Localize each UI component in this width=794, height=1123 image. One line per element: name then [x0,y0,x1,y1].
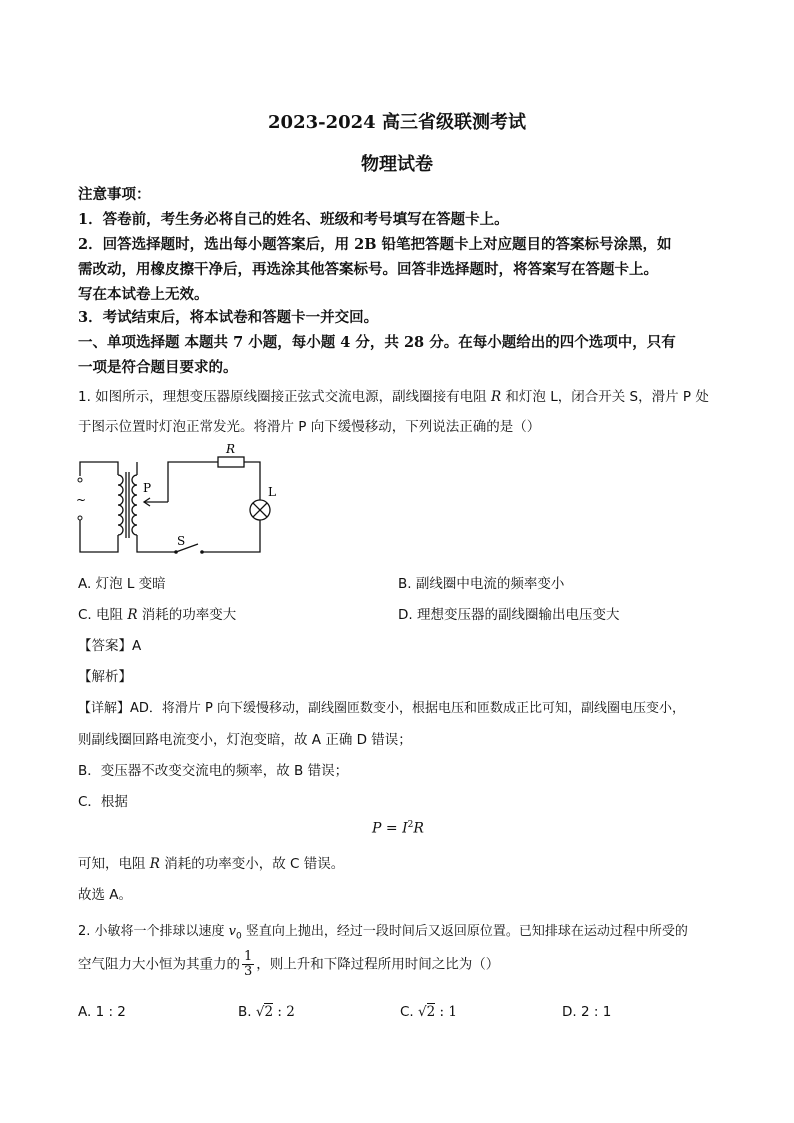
section-1-instruction-line-2: 一项是符合题目要求的。 [78,359,238,376]
q2-fraction [242,950,254,979]
exam-title: 2023-2024 高三省级联测考试 [268,112,526,133]
q1-answer: 【答案】A [78,638,142,654]
q2-option-a: A. 1 : 2 [78,1004,126,1020]
q1-conclusion-prefix: 可知，电阻 [78,856,150,872]
notice-item-2-line-1: 2．回答选择题时，选出每小题答案后，用 2B 铅笔把答题卡上对应题目的答案标号涂黑，如 [78,236,672,253]
q2-variable-v: v [228,924,237,939]
secondary-coil [132,475,137,535]
q1-conclusion-suffix: 消耗的功率变小，故 C 错误。 [159,856,345,872]
right-bottom-wire [202,520,260,552]
formula-p: P [372,820,382,837]
q1-option-c-suffix: 消耗的功率变大 [137,607,237,623]
formula-exponent: 2 [407,820,414,830]
q1-option-b: B. 副线圈中电流的频率变小 [398,576,565,592]
q1-power-formula [372,820,424,837]
slider-label: P [143,481,152,495]
switch-label: S [177,534,186,548]
terminal-top [78,478,82,482]
q2-option-b [238,1004,295,1020]
q2-option-d: D. 2 : 1 [562,1004,612,1020]
q1-option-a: A. 灯泡 L 变暗 [78,576,166,592]
formula-i: I [402,820,408,837]
q1-stem-text-b: 和灯泡 L，闭合开关 S，滑片 P 处 [501,389,709,405]
primary-bottom-wire [80,520,118,552]
q2-option-b-radicand: 2 [264,1004,274,1020]
lamp-label: L [268,485,276,499]
q2-option-c-rest: : 1 [435,1004,457,1020]
q2-option-c-radicand: 2 [426,1004,436,1020]
q2-stem-text-b: 竖直向上抛出，经过一段时间后又返回原位置。已知排球在运动过程中所受的 [241,924,688,939]
resistor [218,457,244,467]
q2-fraction-numerator: 1 [244,949,253,964]
q1-circuit-diagram [70,440,280,560]
q2-stem-line-2 [78,950,499,979]
q1-detail-b: B．变压器不改变交流电的频率，故 B 错误； [78,763,349,779]
q2-option-c-label: C. [400,1004,414,1020]
q2-stem-text-a: 2. 小敏将一个排球以速度 [78,924,229,939]
notice-item-2-line-3: 写在本试卷上无效。 [78,286,209,303]
primary-coil [118,475,123,535]
q2-fraction-denominator: 3 [244,964,253,979]
q2-option-c [400,1004,457,1020]
q1-stem-text-a: 1. 如图所示，理想变压器原线圈接正弦式交流电源，副线圈接有电阻 [78,389,491,405]
exam-subtitle: 物理试卷 [361,154,433,175]
notice-item-1: 1．答卷前，考生务必将自己的姓名、班级和考号填写在答题卡上。 [78,211,509,228]
section-1-instruction-line-1: 一、单项选择题 本题共 7 小题，每小题 4 分，共 28 分。在每小题给出的四个选项中，只有 [78,334,676,351]
q2-option-c-root: √2 [418,1004,436,1020]
q2-stem-line-1 [78,920,688,942]
q1-stem-variable-r: R [490,389,502,405]
q2-variable-subscript: 0 [236,931,242,942]
resistor-label: R [226,442,236,456]
q1-option-c-prefix: C. 电阻 [78,607,128,623]
notice-item-2-line-2: 需改动，用橡皮擦干净后，再选涂其他答案标号。回答非选择题时，将答案写在答题卡上。 [78,261,658,278]
q1-option-c [78,603,236,623]
q2-option-b-root: √2 [255,1004,274,1020]
q1-option-d: D. 理想变压器的副线圈输出电压变大 [398,607,620,623]
terminal-bottom [78,516,82,520]
slider-wire [168,462,218,502]
q1-conclusion [78,852,344,872]
ac-source-label: ~ [76,493,87,507]
q1-detail-line-2: 则副线圈回路电流变小，灯泡变暗，故 A 正确 D 错误； [78,732,412,748]
secondary-bottom-wire [137,535,176,552]
notice-item-3: 3．考试结束后，将本试卷和答题卡一并交回。 [78,309,379,326]
q1-conclusion-variable: R [149,856,160,872]
q1-stem-line-1 [78,385,709,405]
formula-equals: = [381,820,403,837]
q2-option-b-rest: : 2 [273,1004,295,1020]
q2-stem-text-d: ，则上升和下降过程所用时间之比为（） [256,956,500,973]
right-top-wire [244,462,260,500]
primary-top-wire [80,462,118,476]
q1-detail-line-1: 【详解】AD．将滑片 P 向下缓慢移动，副线圈匝数变小，根据电压和匝数成正比可知，副线圈电压变小， [78,701,686,716]
q2-stem-text-c: 空气阻力大小恒为其重力的 [78,956,240,973]
q1-choose: 故选 A。 [78,887,133,903]
q1-stem-line-2: 于图示位置时灯泡正常发光。将滑片 P 向下缓慢移动，下列说法正确的是（） [78,419,541,435]
switch-contact [200,550,204,554]
notice-heading: 注意事项： [78,186,151,203]
formula-r: R [413,820,424,837]
q1-analysis-heading: 【解析】 [78,669,132,685]
q1-detail-c: C．根据 [78,794,128,810]
q1-option-c-variable: R [127,607,138,623]
switch-pivot [174,550,178,554]
q2-option-b-label: B. [238,1004,252,1020]
